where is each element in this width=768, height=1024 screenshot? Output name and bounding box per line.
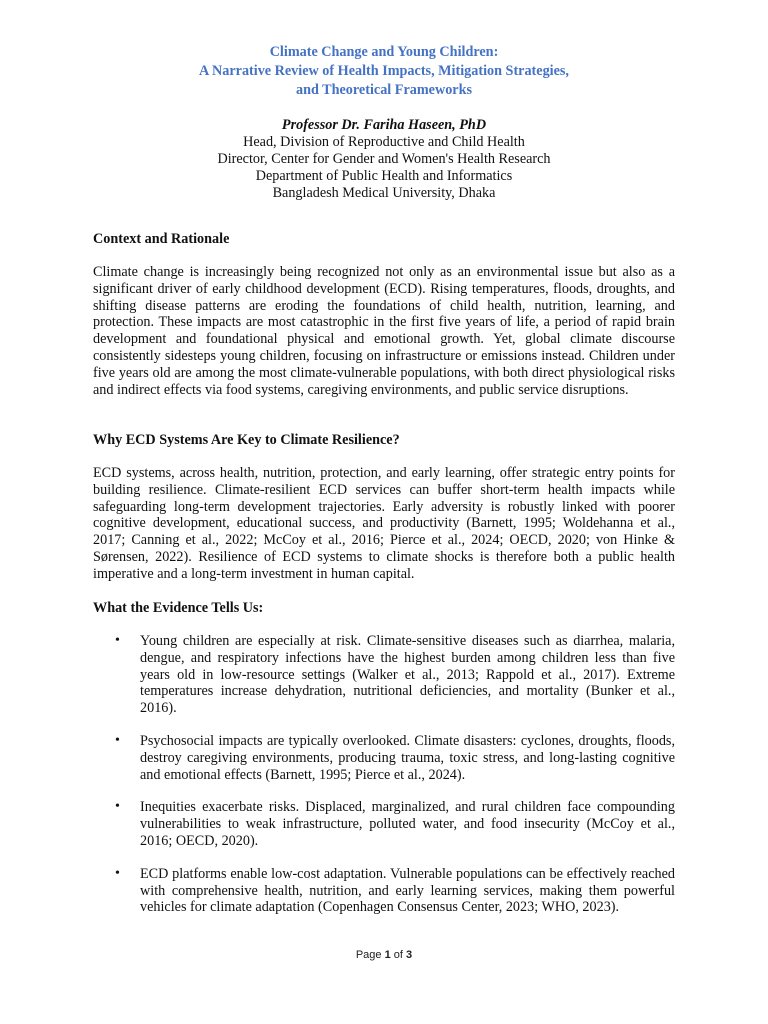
author-name: Professor Dr. Fariha Haseen, PhD [281,117,487,133]
title-line-2: A Narrative Review of Health Impacts, Mitigation Strategies, [199,63,569,79]
list-item [93,633,675,717]
section-body-context: Climate change is increasingly being recognized not only as an environmental issue but also as a significant driver of early childhood development (ECD). Rising temperatures, floods, droughts, and shifting disease patterns are eroding the foundations of child health, nutrition, learning, and protection. These impacts are most catastrophic in the first five years of life, a period of rapid brain development and foundational physical and emotional growth. Yet, global climate discourse consistently sidesteps young children, focusing on infrastructure or emissions instead. Children under five years old are among the most climate-vulnerable populations, with both direct physiological risks and indirect effects via food systems, caregiving environments, and public service disruptions. [93,264,675,398]
bullet-icon: • [115,633,120,648]
document-title [0,43,768,100]
bullet-icon: • [115,732,120,748]
page-number [0,949,768,961]
list-item [93,799,675,849]
bullet-icon: • [115,799,120,815]
affiliation-line: Head, Division of Reproductive and Child Health [243,134,525,150]
page-total: 3 [406,949,413,961]
page-current: 1 [384,949,391,961]
bullet-icon: • [115,865,120,881]
section-heading-ecd: Why ECD Systems Are Key to Climate Resilience? [93,432,400,448]
page-label: Page [355,949,382,961]
evidence-list [93,633,675,932]
section-heading-context: Context and Rationale [93,231,230,247]
affiliation-line: Department of Public Health and Informatics [255,168,513,184]
affiliation-line: Director, Center for Gender and Women's Health Research [217,151,551,167]
list-item-text: Inequities exacerbate risks. Displaced, marginalized, and rural children face compounding vulnerabilities to weak infrastructure, polluted water, and food insecurity (McCoy et al., 2016; OECD, 2020). [140,799,675,849]
list-item-text: Young children are especially at risk. Climate-sensitive diseases such as diarrhea, malaria, dengue, and respiratory infections have the highest burden among children less than five years old in low-resource settings (Walker et al., 2013; Rappold et al., 2017). Extreme temperatures increase dehydration, nutritional deficiencies, and mortality (Bunker et al., 2016). [140,633,675,717]
list-item-text: Psychosocial impacts are typically overlooked. Climate disasters: cyclones, droughts, floods, destroy caregiving environments, producing trauma, toxic stress, and long-lasting cognitive and emotional effects (Barnett, 1995; Pierce et al., 2024). [140,732,675,783]
list-item-text: ECD platforms enable low-cost adaptation. Vulnerable populations can be effectively reached with comprehensive health, nutrition, and early learning services, making them powerful vehicles for climate adaptation (Copenhagen Consensus Center, 2023; WHO, 2023). [140,865,675,916]
section-heading-evidence: What the Evidence Tells Us: [93,600,264,616]
title-line-1: Climate Change and Young Children: [269,44,499,60]
list-item [93,733,675,783]
of-label: of [393,949,403,961]
author-block [0,117,768,202]
list-item [93,866,675,916]
affiliation-line: Bangladesh Medical University, Dhaka [272,185,496,201]
section-body-ecd: ECD systems, across health, nutrition, protection, and early learning, offer strategic entry points for building resilience. Climate-resilient ECD services can buffer short-term health impacts while safeguarding long-term development trajectories. Early adversity is robustly linked with poorer cognitive development, educational success, and productivity (Barnett, 1995; Woldehanna et al., 2017; Canning et al., 2022; McCoy et al., 2016; Pierce et al., 2024; OECD, 2020; von Hinke & Sørensen, 2022). Resilience of ECD systems to climate shocks is therefore both a public health imperative and a long-term investment in human capital. [93,465,675,582]
title-line-3: and Theoretical Frameworks [295,82,472,98]
